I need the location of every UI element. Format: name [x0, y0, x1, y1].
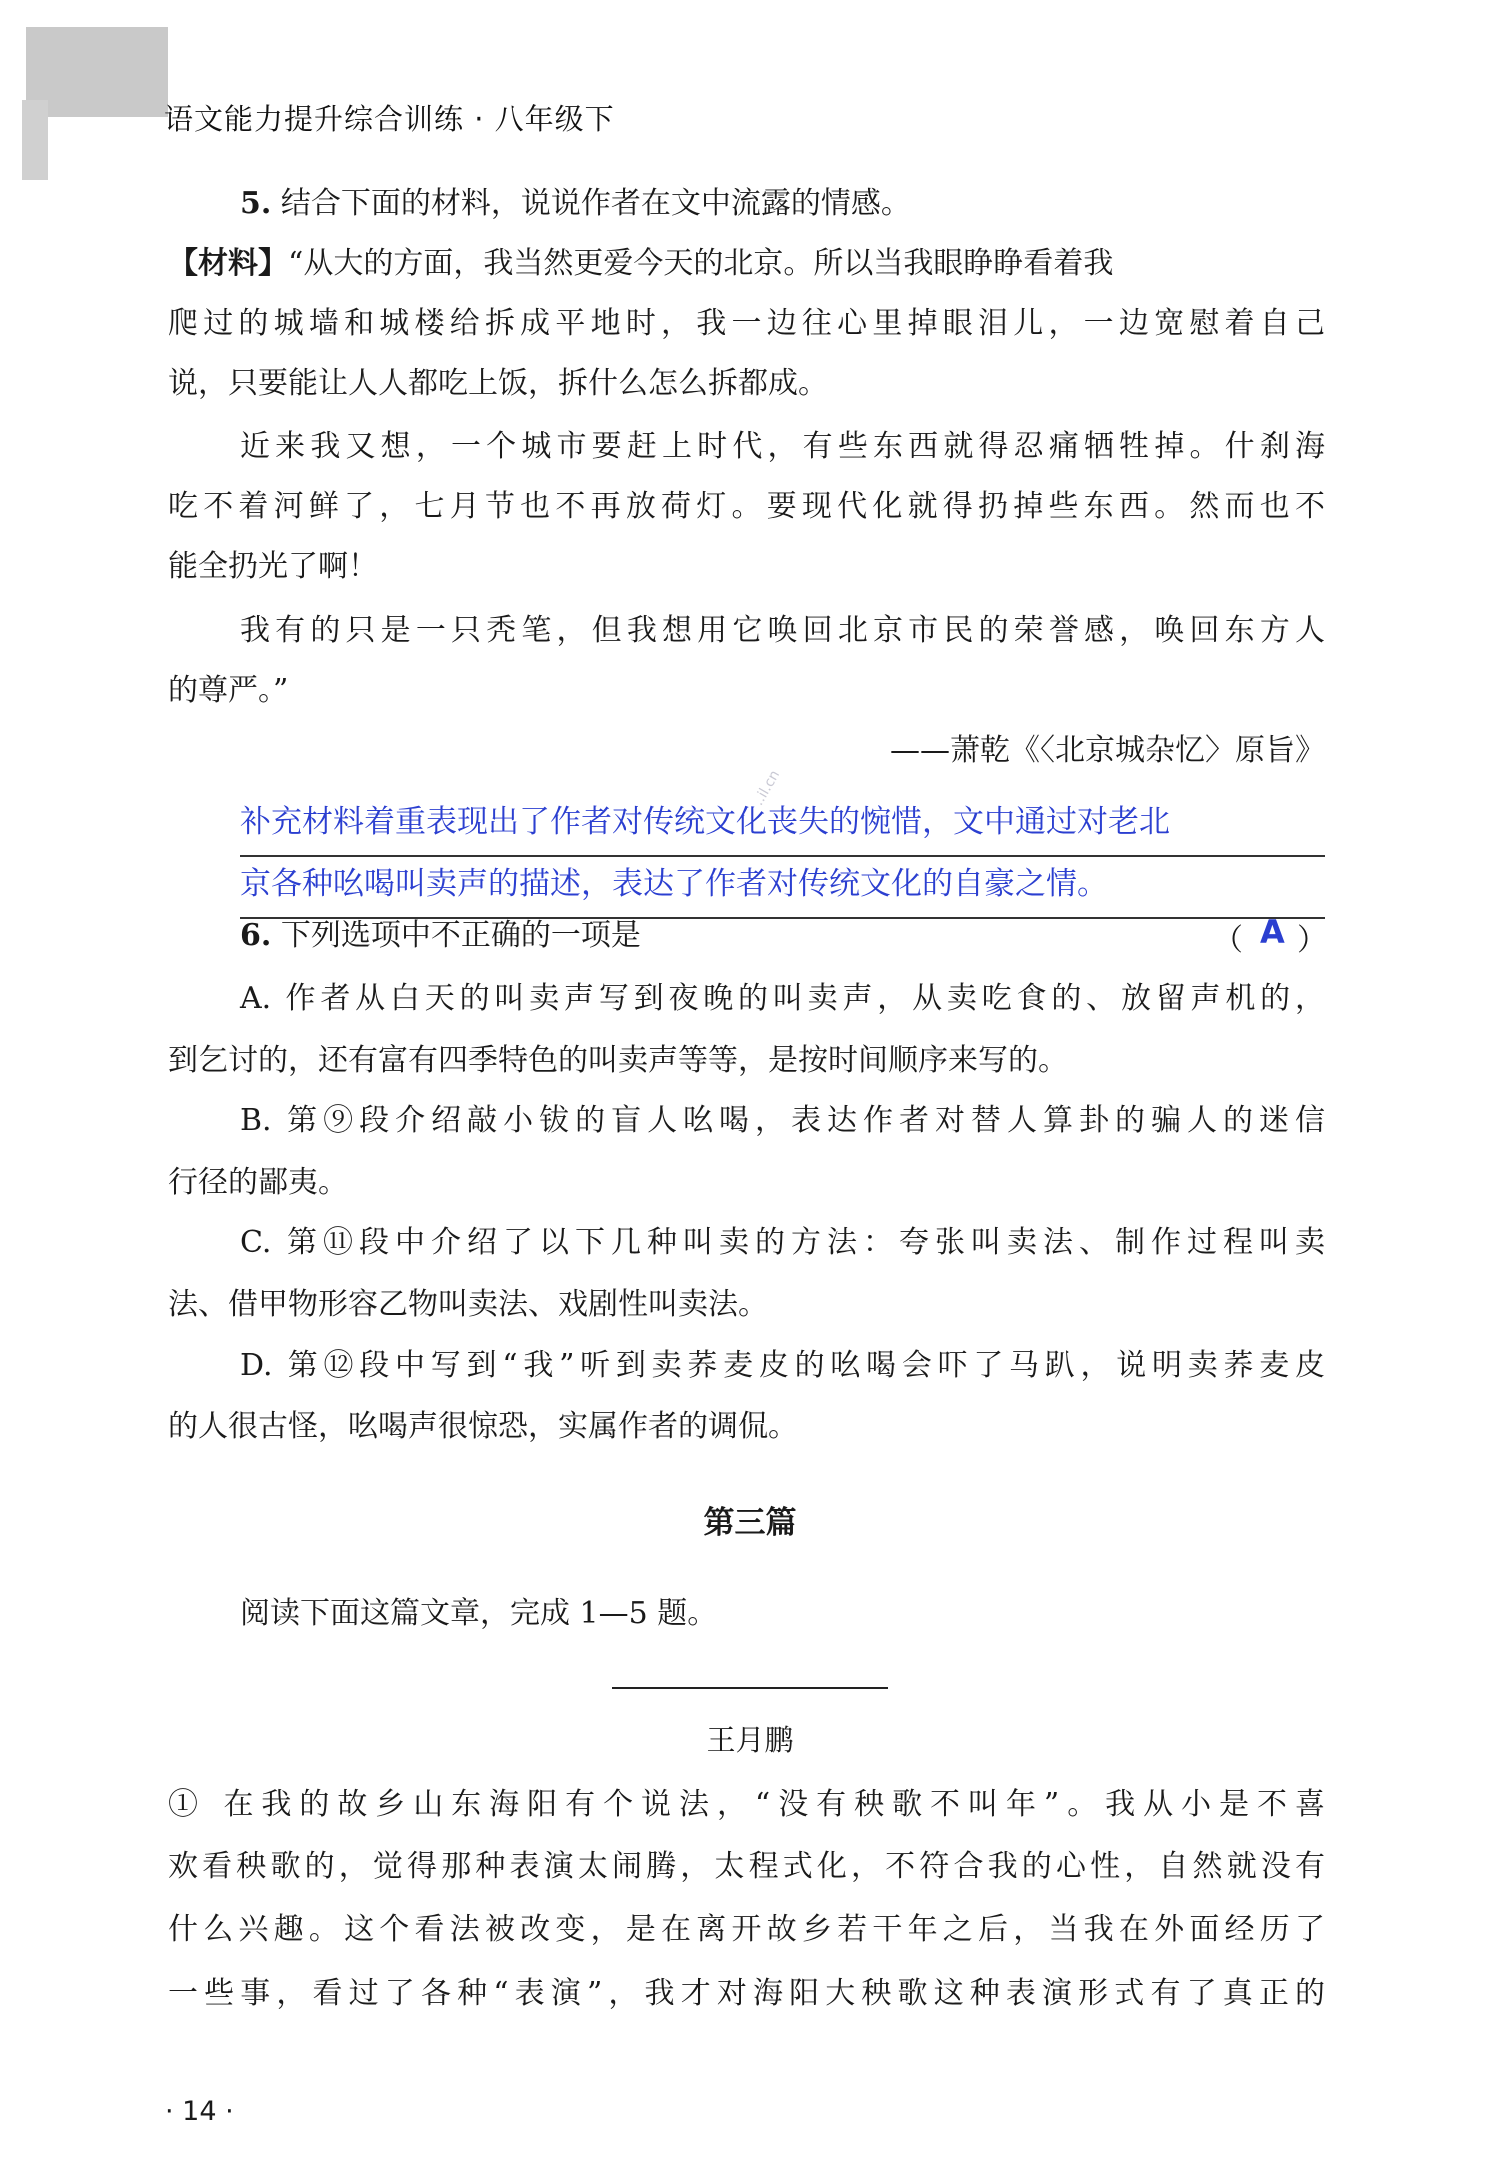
material-tag: 【材料】	[168, 246, 288, 281]
material-line-7: 我有的只是一只秃笔，但我想用它唤回北京市民的荣誉感，唤回东方人	[240, 613, 1325, 648]
q5-answer-line-2: 京各种吆喝叫卖声的描述，表达了作者对传统文化的自豪之情。	[240, 857, 1325, 919]
section-title: 第三篇	[703, 1505, 797, 1541]
q6-option-a-line-1: A. 作者从白天的叫卖声写到夜晚的叫卖声，从卖吃食的、放留声机的，	[240, 981, 1325, 1016]
q6-option-b-line-2: 行径的鄙夷。	[168, 1165, 348, 1200]
q6-option-c-line-1: C. 第⑪段中介绍了以下几种叫卖的方法：夸张叫卖法、制作过程叫卖	[240, 1225, 1325, 1260]
article-title-blank	[612, 1687, 888, 1689]
material-line-2: 爬过的城墙和城楼给拆成平地时，我一边往心里掉眼泪儿，一边宽慰着自己	[168, 306, 1325, 341]
q6-heading	[240, 915, 641, 957]
material-line-8: 的尊严。”	[168, 673, 289, 708]
q6-option-a-line-2: 到乞讨的，还有富有四季特色的叫卖声等等，是按时间顺序来写的。	[168, 1043, 1068, 1078]
material-line-5: 吃不着河鲜了，七月节也不再放荷灯。要现代化就得扔掉些东西。然而也不	[168, 489, 1325, 524]
corner-strip-decoration	[22, 100, 48, 180]
article-line-3: 什么兴趣。这个看法被改变，是在离开故乡若干年之后，当我在外面经历了	[168, 1912, 1325, 1947]
article-line-1: ① 在我的故乡山东海阳有个说法，“没有秧歌不叫年”。我从小是不喜	[168, 1787, 1325, 1822]
q5-answer-area	[240, 795, 1325, 919]
q5-number: 5.	[240, 186, 272, 221]
q6-paren-right: ）	[1297, 923, 1327, 958]
material-line-6: 能全扔光了啊！	[168, 549, 378, 584]
q6-option-c-line-2: 法、借甲物形容乙物叫卖法、戏剧性叫卖法。	[168, 1287, 768, 1322]
article-line-4: 一些事，看过了各种“表演”，我才对海阳大秧歌这种表演形式有了真正的	[168, 1976, 1325, 2011]
q6-number: 6.	[240, 918, 272, 953]
q5-heading	[240, 183, 911, 225]
watermark: ..il.cn	[750, 767, 784, 809]
q6-option-d-line-2: 的人很古怪，吆喝声很惊恐，实属作者的调侃。	[168, 1409, 798, 1444]
q6-option-b-line-1: B. 第⑨段介绍敲小钹的盲人吆喝，表达作者对替人算卦的骗人的迷信	[240, 1103, 1325, 1138]
section-instruction: 阅读下面这篇文章，完成 1—5 题。	[240, 1596, 718, 1631]
q6-prompt: 下列选项中不正确的一项是	[280, 918, 641, 953]
q6-answer: A	[1260, 913, 1285, 951]
article-line-2: 欢看秧歌的，觉得那种表演太闹腾，太程式化，不符合我的心性，自然就没有	[168, 1849, 1325, 1884]
article-author: 王月鹏	[706, 1723, 794, 1757]
q6-option-d-line-1: D. 第⑫段中写到“我”听到卖荞麦皮的吆喝会吓了马趴，说明卖荞麦皮	[240, 1348, 1325, 1383]
q5-answer-line-1: 补充材料着重表现出了作者对传统文化丧失的惋惜，文中通过对老北	[240, 795, 1325, 857]
q5-prompt: 结合下面的材料，说说作者在文中流露的情感。	[280, 186, 911, 221]
header-title: 语文能力提升综合训练 · 八年级下	[164, 102, 615, 136]
material-line-3: 说，只要能让人人都吃上饭，拆什么怎么拆都成。	[168, 366, 828, 401]
material-line-4: 近来我又想，一个城市要赶上时代，有些东西就得忍痛牺牲掉。什刹海	[240, 429, 1325, 464]
material-source: ——萧乾《〈北京城杂忆〉原旨》	[890, 733, 1325, 768]
page-number: · 14 ·	[165, 2096, 234, 2127]
material-line-1	[168, 243, 1113, 285]
q6-paren-left: （	[1213, 923, 1243, 958]
material-text: “从大的方面，我当然更爱今天的北京。所以当我眼睁睁看着我	[288, 246, 1114, 281]
